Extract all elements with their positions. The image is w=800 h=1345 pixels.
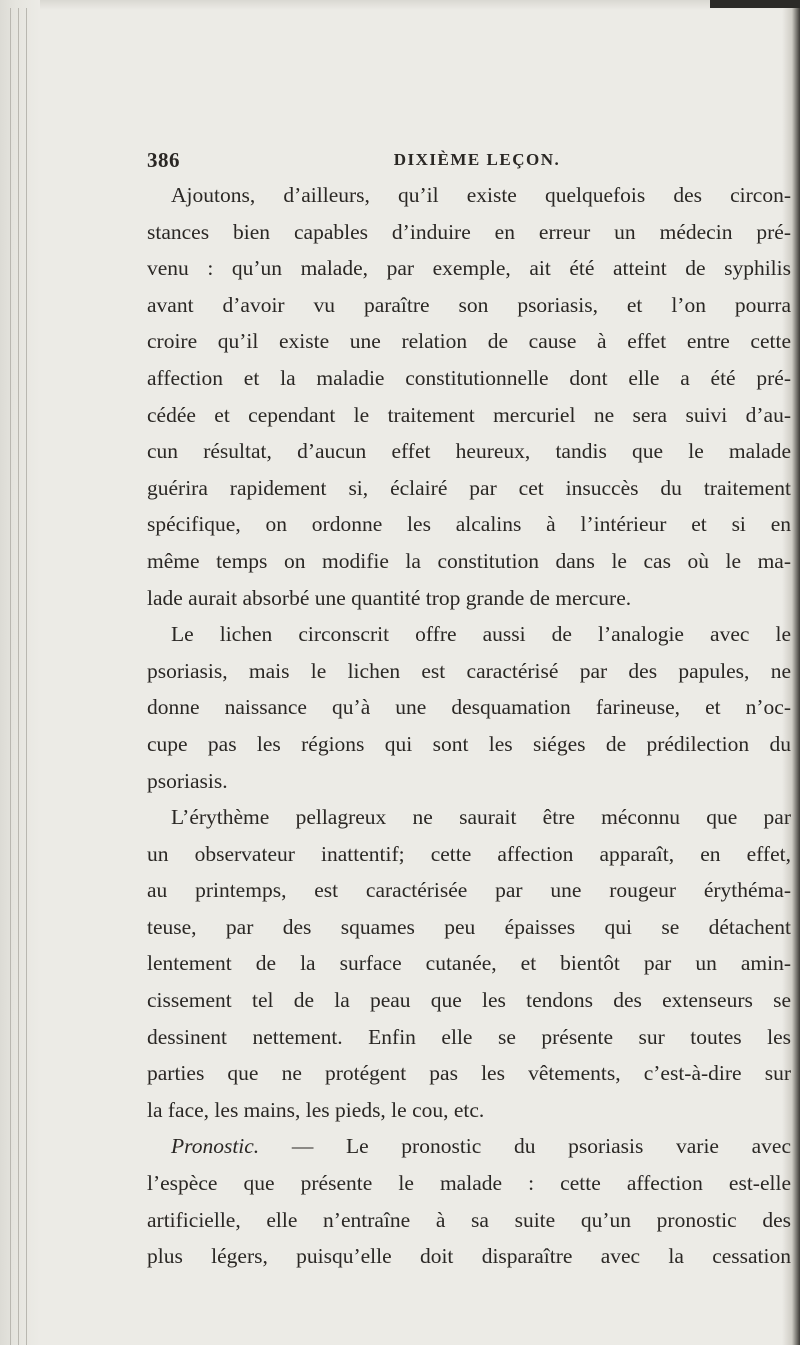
binding-rule <box>18 8 19 1345</box>
text-line: teuse, par des squames peu épaisses qui se détachent <box>147 914 791 939</box>
section-heading-prognosis: Pronostic. <box>171 1134 260 1159</box>
text-line: même temps on modifie la constitution dans le cas où le ma- <box>147 548 791 573</box>
body-text <box>147 177 791 1275</box>
text-line: croire qu’il existe une relation de cause à effet entre cette <box>147 329 791 354</box>
running-head <box>147 148 800 178</box>
text-line: dessinent nettement. Enfin elle se présente sur toutes les <box>147 1024 791 1049</box>
text-line: artificielle, elle n’entraîne à sa suite qu’un pronostic des <box>147 1207 791 1232</box>
prognosis-line <box>147 1128 791 1165</box>
text-line: un observateur inattentif; cette affection apparaît, en effet, <box>147 841 791 866</box>
chapter-title: DIXIÈME LEÇON. <box>393 150 561 169</box>
text-line: lade aurait absorbé une quantité trop grande de mercure. <box>147 585 632 610</box>
text-line: venu : qu’un malade, par exemple, ait été atteint de syphilis <box>147 256 791 281</box>
page-number: 386 <box>147 148 180 172</box>
binding-rule <box>26 8 27 1345</box>
text-line: L’érythème pellagreux ne saurait être méconnu que par <box>171 805 791 830</box>
text-line: plus légers, puisqu’elle doit disparaître avec la cessation <box>147 1244 791 1269</box>
page-top-edge <box>0 0 800 10</box>
text-line: avant d’avoir vu paraître son psoriasis, et l’on pourra <box>147 292 791 317</box>
corner-mark <box>710 0 800 8</box>
text-line: psoriasis, mais le lichen est caractérisé par des papules, ne <box>147 658 791 683</box>
text-line: parties que ne protégent pas les vêtements, c’est-à-dire sur <box>147 1061 791 1086</box>
text-line: l’espèce que présente le malade : cette affection est-elle <box>147 1171 791 1196</box>
text-line: stances bien capables d’induire en erreur un médecin pré- <box>147 219 791 244</box>
text-line: donne naissance qu’à une desquamation farineuse, et n’oc- <box>147 695 791 720</box>
text-line: cédée et cependant le traitement mercuriel ne sera suivi d’au- <box>147 402 791 427</box>
text-line: psoriasis. <box>147 768 228 793</box>
text-line: — Le pronostic du psoriasis varie avec <box>291 1134 792 1159</box>
text-line: Le lichen circonscrit offre aussi de l’analogie avec le <box>171 622 791 647</box>
text-line: cissement tel de la peau que les tendons des extenseurs se <box>147 988 791 1013</box>
page-left-edge <box>0 0 40 1345</box>
text-line: guérira rapidement si, éclairé par cet insuccès du traitement <box>147 475 791 500</box>
text-line: au printemps, est caractérisée par une rougeur érythéma- <box>147 878 791 903</box>
text-line: cupe pas les régions qui sont les siéges de prédilection du <box>147 731 791 756</box>
text-line: spécifique, on ordonne les alcalins à l’intérieur et si en <box>147 512 791 537</box>
text-line: affection et la maladie constitutionnelle dont elle a été pré- <box>147 365 791 390</box>
text-line: lentement de la surface cutanée, et bientôt par un amin- <box>147 951 791 976</box>
binding-rule <box>10 8 11 1345</box>
text-line: la face, les mains, les pieds, le cou, etc. <box>147 1097 485 1122</box>
text-line: Ajoutons, d’ailleurs, qu’il existe quelquefois des circon- <box>171 183 791 207</box>
text-line: cun résultat, d’aucun effet heureux, tandis que le malade <box>147 439 791 464</box>
